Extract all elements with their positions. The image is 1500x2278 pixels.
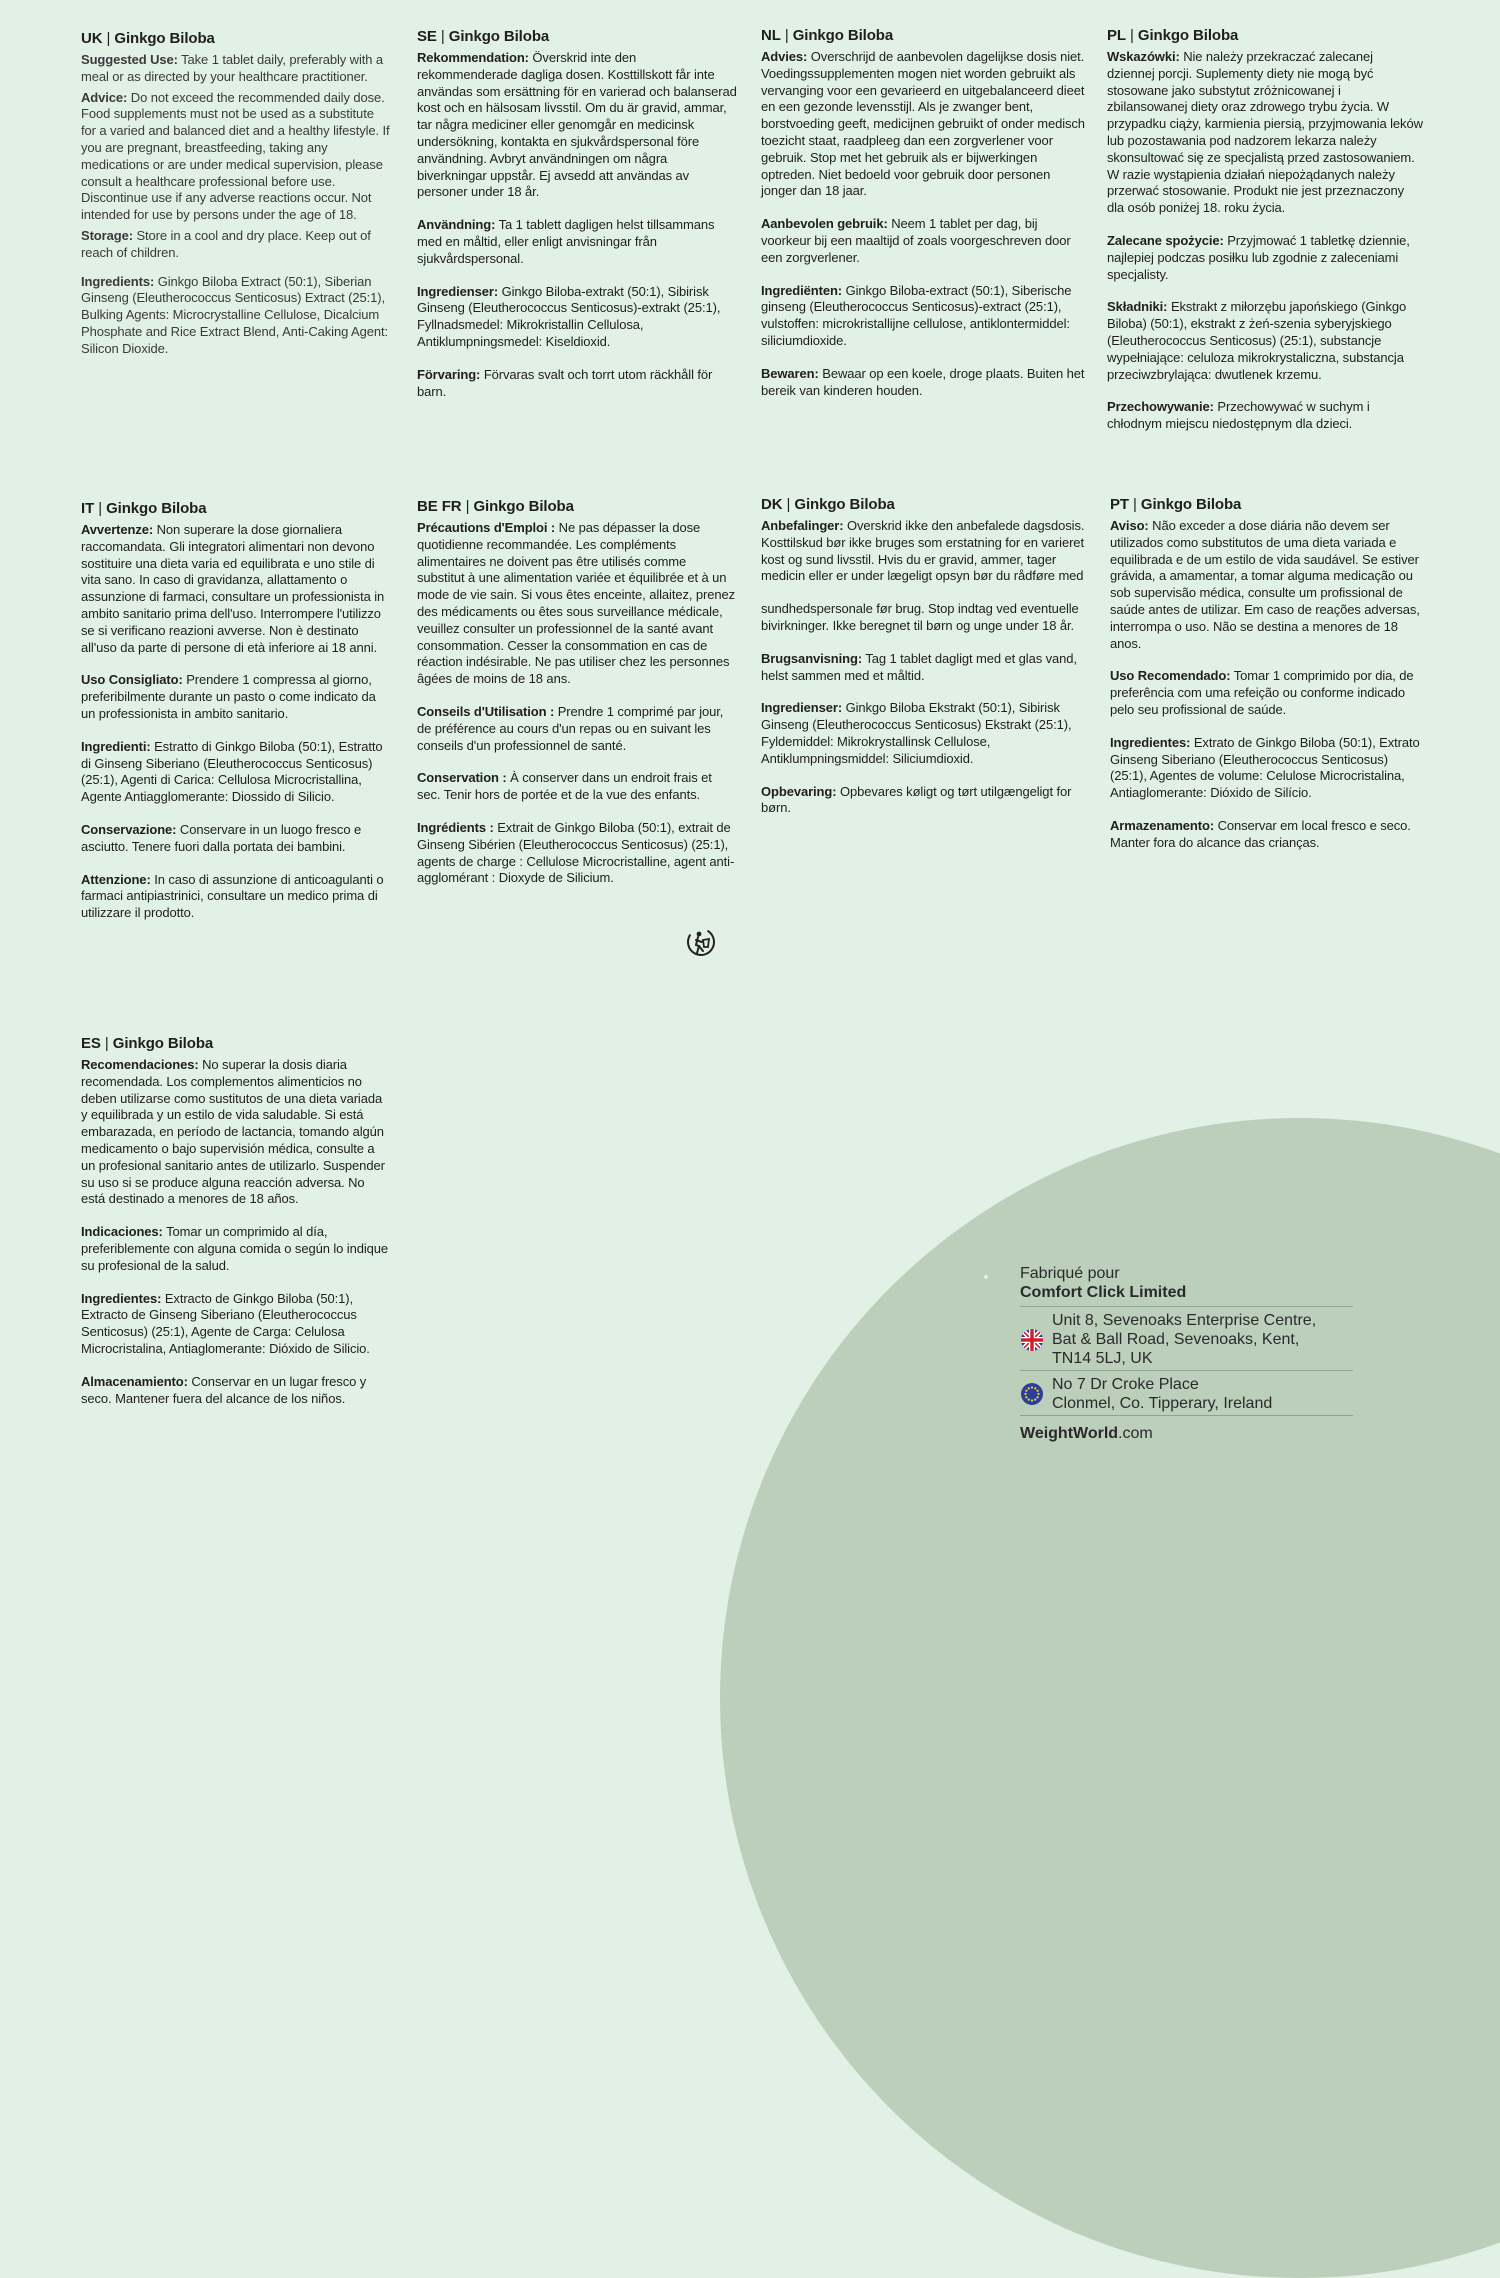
company-name: Comfort Click Limited [1020, 1284, 1187, 1301]
paragraph-label: Avvertenze: [81, 522, 154, 537]
paragraph-text: Förvaras svalt och torrt utom räckhåll för barn. [417, 366, 713, 399]
paragraph-text: Bewaar op een koele, droge plaats. Buiten het bereik van kinderen houden. [761, 365, 1085, 398]
label-paragraph [761, 49, 1086, 200]
label-paragraph [761, 366, 1086, 400]
label-paragraph [1110, 518, 1426, 652]
section-heading [761, 27, 1086, 45]
made-for-label: Fabriqué pour [1020, 1265, 1120, 1282]
label-paragraph [1107, 299, 1423, 383]
paragraph-text: Não exceder a dose diária não devem ser utilizados como substitutos de uma dieta variada e equilibrada e de um estilo de vida saudável. Se estiver grávida, a amamentar, a tomar alguma medicação ou sob supervisão médica, consulte um profissional de saúde antes de utilizar. Em caso de reações adversas, interrompa o uso. Não se destina a menores de 18 anos. [1110, 518, 1420, 651]
paragraph-text: Przyjmować 1 tabletkę dziennie, najlepiej podczas posiłku lub zgodnie z zaleceniami specjalisty. [1107, 232, 1410, 282]
paragraph-text: Do not exceed the recommended daily dose. Food supplements must not be used as a substitute for a varied and balanced diet and a healthy lifestyle. If you are pregnant, breastfeeding, taking any medications or are under medical supervision, please consult a healthcare professional before use. Discontinue use if any adverse reactions occur. Not intended for use by persons under the age of 18. [81, 89, 390, 223]
paragraph-label: Ingrédients : [417, 819, 494, 835]
label-paragraph [81, 1291, 391, 1358]
label-paragraph [761, 283, 1086, 350]
paragraph-label: Armazenamento: [1110, 817, 1215, 833]
heading-separator: | [780, 27, 793, 44]
paragraph-label: Almacenamiento: [81, 1373, 188, 1389]
heading-separator: | [1125, 27, 1138, 44]
eu-star [1024, 1393, 1026, 1395]
uk-address [1020, 1306, 1353, 1370]
website [1020, 1415, 1353, 1443]
paragraph-label: Uso Consigliato: [81, 672, 183, 688]
paragraph-text: Ekstrakt z miłorzębu japońskiego (Ginkgo Biloba) (50:1), ekstrakt z żeń-szenia syberyjskiego (Eleutherococcus Senticosus) (25:1), substancje wypełniające: celuloza mikrokrystaliczna, substancja przeciwzbrylająca: dwutlenek krzemu. [1107, 299, 1407, 382]
paragraph-text: Ginkgo Biloba Ekstrakt (50:1), Sibirisk Ginseng (Eleutherococcus Senticosus) Ekstrakt (25:1), Fyldemiddel: Mikrokrystallinsk Cellulose, Antiklumpningsmiddel: Siliciumdioxid. [761, 700, 1072, 766]
paragraph-text: Överskrid inte den rekommenderade dagliga dosen. Kosttillskott får inte användas som ersättning för en varierad och balanserad kost och en hälsosam livsstil. Om du är gravid, ammar, tar några mediciner eller genomgår en medicinsk undersökning, kontakta en sjukvårdspersonal före användning. Avbryt användningen om några biverkningar uppstår. Ej avsedd att användas av personer under 18 år. [417, 50, 737, 200]
paragraph-text: Estratto di Ginkgo Biloba (50:1), Estratto di Ginseng Siberiano (Eleutherococcus Senticosus) (25:1), Agenti di Carica: Cellulosa Microcristallina, Agente Antiagglomerante: Diossido di Silicio. [81, 738, 383, 805]
label-paragraph [761, 651, 1086, 685]
column-uk [81, 30, 391, 362]
label-paragraph [761, 601, 1086, 635]
paragraph-label: Suggested Use: [81, 52, 178, 67]
eu-address [1020, 1370, 1353, 1415]
product-title: Ginkgo Biloba [114, 30, 215, 47]
label-paragraph [81, 822, 391, 856]
paragraph-label: Bewaren: [761, 365, 819, 381]
uk-address-line: Bat & Ball Road, Sevenoaks, Kent, [1052, 1331, 1300, 1348]
paragraph-text: Tag 1 tablet dagligt med et glas vand, helst sammen med et måltid. [761, 650, 1077, 683]
eu-star [1031, 1399, 1033, 1401]
paragraph-label: Przechowywanie: [1107, 399, 1214, 415]
heading-separator: | [436, 28, 449, 45]
paragraph-label: Aviso: [1110, 518, 1149, 533]
paragraph-label: Zalecane spożycie: [1107, 232, 1224, 248]
paragraph-label: Ingredienser: [417, 283, 499, 299]
language-code: UK [81, 30, 103, 47]
section-heading [1107, 27, 1423, 45]
language-code: DK [761, 496, 783, 513]
decorative-dot [984, 1275, 988, 1279]
product-title: Ginkgo Biloba [473, 498, 574, 515]
paragraph-label: Ingredients: [81, 273, 155, 289]
paragraph-label: Indicaciones: [81, 1224, 163, 1240]
label-paragraph [81, 739, 391, 806]
paragraph-text: Take 1 tablet daily, preferably with a meal or as directed by your healthcare practitioner. [81, 52, 384, 84]
column-se [417, 28, 737, 416]
language-code: NL [761, 27, 781, 44]
label-paragraph [1107, 49, 1423, 217]
label-paragraph [81, 52, 391, 86]
label-paragraph [81, 522, 391, 656]
heading-separator: | [100, 1035, 113, 1052]
section-heading [1110, 496, 1426, 514]
product-title: Ginkgo Biloba [1140, 496, 1242, 513]
product-title: Ginkgo Biloba [792, 27, 894, 44]
heading-separator: | [102, 30, 115, 47]
label-paragraph [1107, 399, 1423, 433]
paragraph-text: No superar la dosis diaria recomendada. Los complementos alimenticios no deben utilizarse como sustitutos de una dieta variada y equilibrada y un estilo de vida saludable. Si está embarazada, en período de lactancia, tomando algún medicamento o bajo supervisión médica, consulte a un profesional sanitario antes de utilizarlo. Suspender su uso si se produce alguna reacción adversa. No está destinado a menores de 18 años. [81, 1057, 385, 1207]
uk-address-line: Unit 8, Sevenoaks Enterprise Centre, [1052, 1312, 1317, 1329]
label-paragraph [81, 274, 391, 358]
column-pt [1110, 496, 1426, 868]
language-code: IT [81, 500, 95, 517]
paragraph-label: Aanbevolen gebruik: [761, 216, 888, 232]
paragraph-text: Ta 1 tablett dagligen helst tillsammans med en måltid, eller enligt anvisningar från sjukvårdspersonal. [417, 217, 715, 266]
paragraph-text: Ginkgo Biloba-extrakt (50:1), Sibirisk Ginseng (Eleutherococcus Senticosus)-extrakt (25:1), Fyllnadsmedel: Mikrokristallin Cellulosa, Antiklumpningsmedel: Kiseldioxid. [417, 283, 721, 349]
recycling-person-icon [684, 925, 718, 959]
paragraph-label: Brugsanvisning: [761, 650, 863, 666]
uk-address-line: TN14 5LJ, UK [1052, 1350, 1153, 1367]
eu-star [1025, 1390, 1027, 1392]
paragraph-label: Rekommendation: [417, 50, 529, 65]
heading-separator: | [1128, 496, 1141, 513]
language-code: PT [1110, 496, 1129, 513]
paragraph-text: Ginkgo Biloba Extract (50:1), Siberian Ginseng (Eleutherococcus Senticosus) Extract (25:1), Bulking Agents: Microcrystalline Cellulose, Dicalcium Phosphate and Rice Extract Blend, Anti-Caking Agent: Silicon Dioxide. [81, 273, 388, 356]
eu-star [1031, 1386, 1033, 1388]
label-paragraph [81, 1374, 391, 1408]
label-paragraph [417, 50, 737, 201]
language-code: BE FR [417, 498, 462, 515]
paragraph-label: Opbevaring: [761, 783, 837, 799]
paragraph-text: Prendere 1 compressa al giorno, preferibilmente durante un pasto o come indicato da un professionista in ambito sanitario. [81, 672, 376, 721]
paragraph-label: Storage: [81, 227, 133, 243]
paragraph-label: Advice: [81, 89, 128, 105]
column-be-fr [417, 498, 737, 903]
paragraph-text: Conservar em local fresco e seco. Manter fora do alcance das crianças. [1110, 817, 1411, 850]
label-paragraph [417, 520, 737, 688]
paragraph-label: Anbefalinger: [761, 518, 844, 533]
label-paragraph [417, 367, 737, 401]
paragraph-label: Conservation : [417, 770, 507, 786]
eu-star [1037, 1396, 1039, 1398]
language-code: PL [1107, 27, 1126, 44]
label-paragraph [81, 90, 391, 224]
label-paragraph [1110, 668, 1426, 718]
paragraph-text: Store in a cool and dry place. Keep out of reach of children. [81, 227, 371, 260]
eu-star [1028, 1387, 1030, 1389]
paragraph-text: Prendre 1 comprimé par jour, de préférence au cours d'un repas ou en suivant les conseils d'un professionnel de santé. [417, 703, 724, 753]
product-title: Ginkgo Biloba [794, 496, 895, 513]
paragraph-text: Overskrid ikke den anbefalede dagsdosis. Kosttilskud bør ikke bruges som erstatning for en varieret kost og sund livsstil. Hvis du er gravid, ammer, tager medicin eller er under lægeligt opsyn bør du rådføre med [761, 518, 1085, 584]
paragraph-label: Conservazione: [81, 821, 177, 837]
eu-star [1037, 1393, 1039, 1395]
section-heading [417, 28, 737, 46]
eu-star [1034, 1399, 1036, 1401]
product-title: Ginkgo Biloba [448, 28, 550, 45]
paragraph-label: Förvaring: [417, 366, 481, 382]
product-title: Ginkgo Biloba [106, 500, 207, 517]
label-paragraph [761, 784, 1086, 818]
paragraph-label: Ingredientes: [81, 1290, 162, 1306]
label-paragraph [81, 1224, 391, 1274]
label-paragraph [81, 228, 391, 262]
label-paragraph [761, 216, 1086, 266]
product-title: Ginkgo Biloba [1137, 27, 1239, 44]
paragraph-label: Ingredienser: [761, 700, 843, 716]
label-paragraph [1110, 735, 1426, 802]
heading-separator: | [94, 500, 107, 517]
website-brand: WeightWorld [1020, 1425, 1119, 1442]
label-paragraph [417, 704, 737, 754]
eu-star [1037, 1390, 1039, 1392]
paragraph-text: Neem 1 tablet per dag, bij voorkeur bij een maaltijd of zoals voorgeschreven door een zorgverlener. [761, 216, 1071, 265]
section-heading [761, 496, 1086, 514]
paragraph-text: Tomar un comprimido al día, preferiblemente con alguna comida o según lo indique su profesional de la salud. [81, 1224, 389, 1273]
section-heading [81, 500, 391, 518]
paragraph-label: Användning: [417, 217, 496, 233]
paragraph-text: Extracto de Ginkgo Biloba (50:1), Extracto de Ginseng Siberiano (Eleutherococcus Senticosus) (25:1), Agente de Carga: Celulosa Microcristalina, Antiaglomerante: Dióxido de Silicio. [81, 1290, 370, 1356]
column-nl [761, 27, 1086, 415]
heading-separator: | [782, 496, 795, 513]
paragraph-label: Advies: [761, 49, 808, 64]
paragraph-text: À conserver dans un endroit frais et sec. Tenir hors de portée et de la vue des enfants. [417, 770, 712, 803]
paragraph-label: Ingredienti: [81, 738, 151, 754]
language-code: SE [417, 28, 437, 45]
eu-star [1034, 1387, 1036, 1389]
paragraph-text: Opbevares køligt og tørt utilgængeligt for børn. [761, 783, 1072, 816]
paragraph-text: Conservar en un lugar fresco y seco. Mantener fuera del alcance de los niños. [81, 1373, 367, 1406]
product-title: Ginkgo Biloba [112, 1035, 214, 1052]
paragraph-text: Extrato de Ginkgo Biloba (50:1), Extrato Ginseng Siberiano (Eleutherococcus Senticosus) (25:1), Agentes de volume: Celulose Microcristalina, Antiaglomerante: Dióxido de Silício. [1110, 734, 1420, 801]
section-heading [417, 498, 737, 516]
eu-flag-icon [1020, 1382, 1044, 1406]
paragraph-label: Uso Recomendado: [1110, 668, 1231, 684]
label-paragraph [417, 217, 737, 267]
label-paragraph [417, 820, 737, 887]
paragraph-label: Ingrediënten: [761, 282, 843, 298]
column-it [81, 500, 391, 938]
paragraph-text: Nie należy przekraczać zalecanej dziennej porcji. Suplementy diety nie mogą być stosowane jako substytut zróżnicowanej i zbilansowanej diety oraz zdrowego trybu życia. W przypadku ciąży, karmienia piersią, przyjmowania leków lub pozostawania pod nadzorem lekarza należy skonsultować się ze specjalistą przed zastosowaniem. W razie wystąpienia działań niepożądanych należy przerwać stosowanie. Produkt nie jest przeznaczony dla osób poniżej 18. roku życia. [1107, 49, 1423, 216]
paragraph-label: Składniki: [1107, 299, 1168, 315]
manufacturer-block [1020, 1264, 1353, 1443]
paragraph-text: Ginkgo Biloba-extract (50:1), Siberische ginseng (Eleutherococcus Senticosus)-extract (25:1), vulstoffen: microkristallijne cellulose, antiklontermiddel: siliciumdioxide. [761, 282, 1072, 348]
label-paragraph [81, 1057, 391, 1208]
paragraph-text: Non superare la dose giornaliera raccomandata. Gli integratori alimentari non devono sostituire una dieta varia ed equilibrata e uno stile di vita sano. In caso di gravidanza, allattamento o assunzione di farmaci, consultare un professionista in ambito sanitario prima dell'uso. Interrompere l'utilizzo se si verificano reazioni avverse. Non è destinato all'uso da parte di persone di età inferiore ai 18 anni. [81, 522, 385, 655]
paragraph-label: Ingredientes: [1110, 734, 1191, 750]
paragraph-text: Tomar 1 comprimido por dia, de preferência com uma refeição ou conforme indicado pelo seu profissional de saúde. [1110, 668, 1414, 717]
paragraph-label: Wskazówki: [1107, 49, 1180, 64]
column-pl [1107, 27, 1423, 449]
paragraph-text: In caso di assunzione di anticoagulanti o farmaci antipiastrinici, consultare un medico prima di utilizzare il prodotto. [81, 871, 384, 921]
label-paragraph [1110, 818, 1426, 852]
paragraph-text: Ne pas dépasser la dose quotidienne recommandée. Les compléments alimentaires ne doivent pas être utilisés comme substitut à une alimentation variée et équilibrée et à un mode de vie sain. Si vous êtes enceinte, allaitez, prenez des médicaments ou êtes sous surveillance médicale, veuillez consulter un professionnel de la santé avant consommation. Cesser la consommation en cas de réaction indésirable. Ne pas utiliser chez les personnes âgées de moins de 18 ans. [417, 520, 736, 687]
label-paragraph [761, 700, 1086, 767]
column-dk [761, 496, 1086, 833]
section-heading [81, 30, 391, 48]
label-paragraph [81, 672, 391, 722]
website-domain: .com [1118, 1425, 1153, 1442]
eu-address-line: Clonmel, Co. Tipperary, Ireland [1052, 1395, 1273, 1412]
label-paragraph [81, 872, 391, 922]
paragraph-text: Overschrijd de aanbevolen dagelijkse dosis niet. Voedingssupplementen mogen niet worden gebruikt als vervanging voor een gevarieerd en uitgebalanceerd dieet en een gezonde levensstijl. Als je zwanger bent, borstvoeding geeft, medicijnen gebruikt of onder medisch toezicht staat, raadpleeg dan een zorgverlener voor gebruik. Stop met het gebruik als er bijwerkingen optreden. Niet bedoeld voor gebruik door personen jonger dan 18 jaar. [761, 49, 1085, 199]
column-es [81, 1035, 391, 1423]
heading-separator: | [461, 498, 474, 515]
paragraph-label: Conseils d'Utilisation : [417, 703, 555, 719]
paragraph-text: Przechowywać w suchym i chłodnym miejscu niedostępnym dla dzieci. [1107, 399, 1370, 432]
paragraph-label: Précautions d'Emploi : [417, 520, 556, 535]
eu-address-line: No 7 Dr Croke Place [1052, 1376, 1199, 1393]
label-paragraph [417, 284, 737, 351]
paragraph-label: Attenzione: [81, 871, 151, 887]
label-paragraph [1107, 233, 1423, 283]
eu-star [1028, 1399, 1030, 1401]
section-heading [81, 1035, 391, 1053]
label-paragraph [761, 518, 1086, 585]
paragraph-text: Extrait de Ginkgo Biloba (50:1), extrait de Ginseng Sibérien (Eleutherococcus Senticosus) (25:1), agents de charge : Cellulose Microcristalline, agent anti-agglomérant : Dioxyde de Silicium. [417, 819, 735, 886]
language-code: ES [81, 1035, 101, 1052]
label-paragraph [417, 770, 737, 804]
eu-star [1025, 1396, 1027, 1398]
paragraph-text: Conservare in un luogo fresco e asciutto. Tenere fuori dalla portata dei bambini. [81, 821, 362, 854]
paragraph-text: sundhedspersonale før brug. Stop indtag ved eventuelle bivirkninger. Ikke beregnet til børn og unge under 18 år. [761, 601, 1079, 633]
uk-flag-icon [1020, 1328, 1044, 1352]
paragraph-label: Recomendaciones: [81, 1057, 199, 1072]
